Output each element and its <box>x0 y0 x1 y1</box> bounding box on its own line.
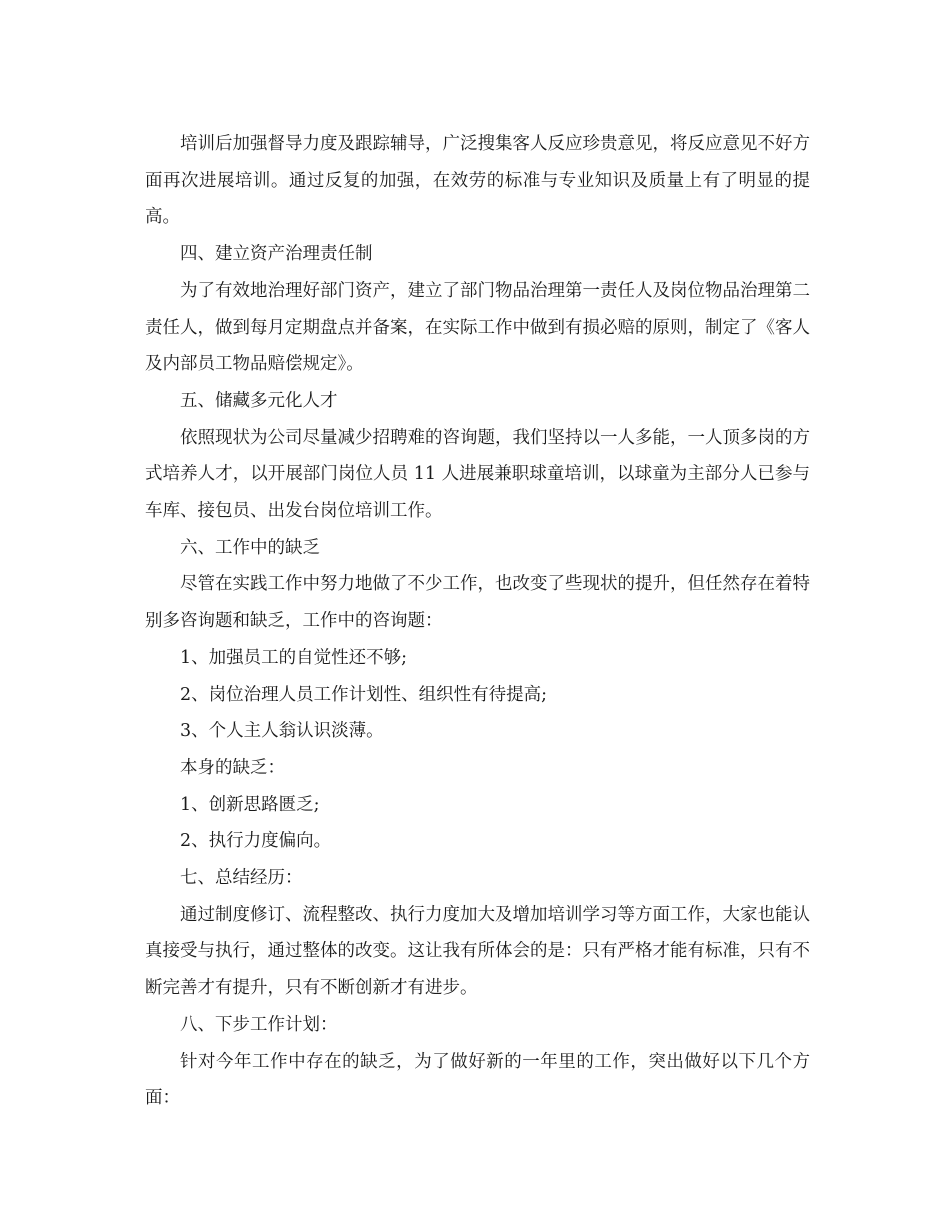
paragraph-next-steps: 针对今年工作中存在的缺乏，为了做好新的一年里的工作，突出做好以下几个方面： <box>145 1051 810 1109</box>
section-heading-shortcomings: 六、工作中的缺乏 <box>180 537 320 558</box>
list-item: 1、创新思路匮乏; <box>180 794 320 815</box>
section-heading-next-steps: 八、下步工作计划： <box>180 1014 338 1035</box>
paragraph-experience-summary: 通过制度修订、流程整改、执行力度加大及增加培训学习等方面工作，大家也能认真接受与执行，通过整体的改变。这让我有所体会的是：只有严格才能有标准，只有不断完善才有提升，只有不断创新才有进步。 <box>145 904 810 999</box>
section-heading-talent-reserve: 五、储藏多元化人才 <box>180 390 338 411</box>
subheading-own-shortcomings: 本身的缺乏： <box>180 757 285 778</box>
document-body <box>145 126 810 1117</box>
section-heading-experience-summary: 七、总结经历： <box>180 868 303 889</box>
paragraph-talent-reserve: 依照现状为公司尽量减少招聘难的咨询题，我们坚持以一人多能，一人顶多岗的方式培养人才，以开展部门岗位人员 11 人进展兼职球童培训，以球童为主部分人已参与车库、接包员、出发台岗位培训工作。 <box>145 427 810 522</box>
section-heading-asset-management: 四、建立资产治理责任制 <box>180 244 373 265</box>
list-item: 3、个人主人翁认识淡薄。 <box>180 721 384 742</box>
list-item: 1、加强员工的自觉性还不够; <box>180 647 408 668</box>
paragraph-training-followup: 培训后加强督导力度及跟踪辅导，广泛搜集客人反应珍贵意见，将反应意见不好方面再次进展培训。通过反复的加强，在效劳的标准与专业知识及质量上有了明显的提高。 <box>145 134 810 228</box>
list-item: 2、执行力度偏向。 <box>180 831 332 852</box>
paragraph-asset-management: 为了有效地治理好部门资产，建立了部门物品治理第一责任人及岗位物品治理第二责任人，做到每月定期盘点并备案，在实际工作中做到有损必赔的原则，制定了《客人及内部员工物品赔偿规定》。 <box>145 280 810 375</box>
paragraph-shortcomings: 尽管在实践工作中努力地做了不少工作，也改变了些现状的提升，但任然存在着特别多咨询题和缺乏，工作中的咨询题： <box>145 574 810 632</box>
list-item: 2、岗位治理人员工作计划性、组织性有待提高; <box>180 684 548 705</box>
